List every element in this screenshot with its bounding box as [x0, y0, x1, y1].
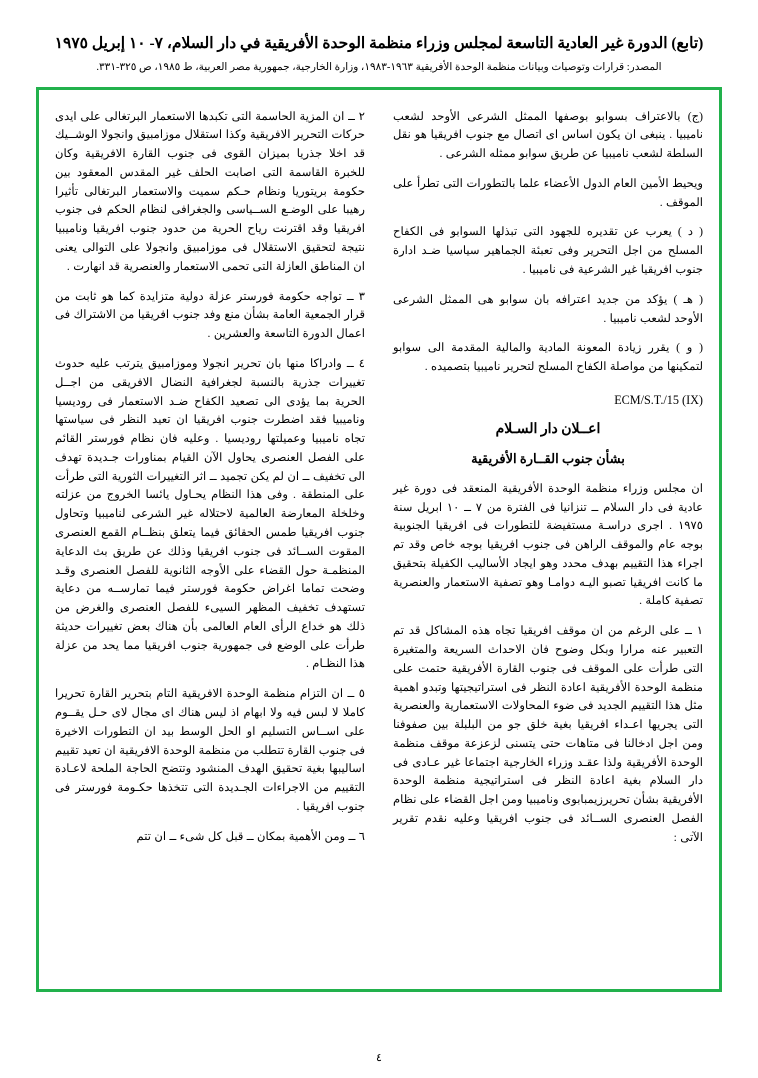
paragraph: ( و ) يقرر زيادة المعونة المادية والمالية المقدمة الى سوابو لتمكينها من مواصلة الكفاح المسلح لتحرير ناميبيا بتصميده .: [393, 341, 703, 374]
paragraph: ١ ــ على الرغم من ان موقف افريقيا تجاه هذه المشاكل قد تم التعبير عنه مرارا وبكل وضوح فان الاحداث السريعة والمتغيرة التى طرأت على الموقف فى جنوب القارة الأفريقية حتمت على منظمة الوحدة الأفريقية اعادة النظر فى استراتيجيتها وتبدو اهمية مثل هذا التقييم الجديد فى ضوء المحاولات الاستعمارية والعنصرية التى يجريها اعـداء افريقيا بغية خلق جو من البلبلة بين صفوفنا ومن اجل ادخالنا فى متاهات حتى يتسنى لزعزعة موقف منظمة الوحدة الأفريقية ولذا عقـد وزراء الخارجية اجتماعا غير عـادى فى دار السلام بغية اعادة النظر فى استراتيجية منظمة الوحدة الأفريقية بشأن تحريرزيمبابوى وناميبيا ومن اجل القضاء على نظام الفصل العنصرى الســائد فى جنوب افريقيا وعليه نقدم تقرير الآتى :: [393, 624, 703, 844]
paragraph: ٤ ــ وادراكا منها بان تحرير انجولا وموزامبيق يترتب عليه حدوث تغييرات جذرية بالنسبة لجغرافية النضال الافريقى من اجــل الحرية بما يؤدى الى تصعيد الكفاح ضـد الاستعمار فى روديسيا وناميبيا فقد اضطرت جنوب افريقيا ان تعيد النظر فى سياستها تجاه ناميبيا وعميلتها روديسيا . وعليه فان نظام فورستر القائم على الفصل العنصرى يحاول الآن القيام بمناورات جـديدة تهدف الى تخفيف ــ ان لم يكن تجميد ــ اثر التغييرات الثورية التى طرأت على المنطقة . وفى هذا النظام يحـاول يائسا الخروج من عزلته وخلخلة المعارضة العالمية لاحتلاله غير الشرعى لناميبيا وتحاول جنوب افريقيا طمس الحقائق فيما يتعلق بنظــام القمع العنصرى المقوت الســائد فى جنوب افريقيا وذلك عن طريق بث الدعاية المنظمـة حول القضاء على الأوجه الثانوية للفصل العنصرى وقـد وضحت تماما اغراض حكومة فورستر فيما تمارســه من دعاية تستهدف تخفيف المظهر السيىء للفصل العنصرى والغرض من ذلك هو خداع الرأى العام العالمى بأن هناك بعض تغييرات حديثة طرأت على الوضع فى جمهورية جنوب افريقيا مما يحد من عزلة هذا النظـام .: [55, 356, 365, 671]
paragraph: (ج) بالاعتراف بسوابو بوصفها الممثل الشرعى الأوحد لشعب ناميبيا . ينبغى ان يكون اساس اى اتصال مع جنوب افريقيا هو نقل السلطة لشعب ناميبيا عن طريق سوابو ممثله الشرعى .: [393, 109, 703, 161]
paragraph: ( د ) يعرب عن تقديره للجهود التى تبذلها السوابو فى الكفاح المسلح من اجل التحرير وفى تعبئة الجماهير سياسيا ضـد ادارة جنوب افريقيا غير الشرعية فى ناميبيا .: [393, 225, 703, 277]
section-title: اعــلان دار السـلام: [495, 421, 601, 437]
paragraph: ٥ ــ ان التزام منظمة الوحدة الافريقية التام بتحرير القارة تحريرا كاملا لا لبس فيه ولا ابهام اذ ليس هناك اى مجال لاى حـل يقــوم على اســاس التسليم او الحل الوسط بيد ان التطورات الاخيرة فى جنوب القارة تتطلب من منظمة الوحدة الافريقية ان تعيد تقييم اساليبها بغية تحقيق الهدف المنشود وتتضح الحاجة الملحة لاعـادة التقييم من الاجراءات الجـديدة التى تتخذها حكـومة فورستر فى جنوب افريقيا .: [55, 687, 365, 813]
column-right: [393, 108, 703, 979]
column-left: [55, 108, 365, 979]
section-code: ECM/S.T./15 (IX): [614, 392, 703, 407]
page-number: ٤: [376, 1052, 382, 1064]
paragraph: ويحيط الأمين العام الدول الأعضاء علما بالتطورات التى تطرأ على الموقف .: [393, 176, 703, 209]
paragraph: ٣ ــ تواجه حكومة فورستر عزلة دولية متزايدة كما هو ثابت من قرار الجمعية العامة بشأن منع وفد جنوب افريقيا من الاشتراك فى اعمال الدورة التاسعة والعشرين .: [55, 289, 365, 341]
page-title: (تابع) الدورة غير العادية التاسعة لمجلس وزراء منظمة الوحدة الأفريقية في دار السلام، ٧- ١٠ إبريل ١٩٧٥: [54, 35, 704, 52]
content-frame: [36, 87, 722, 992]
paragraph: ( هـ ) يؤكد من جديد اعترافه بان سوابو هى الممثل الشرعى الأوحد لشعب ناميبيا .: [393, 292, 703, 325]
paragraph: ان مجلس وزراء منظمة الوحدة الأفريقية المنعقد فى دورة غير عادية فى دار السلام ــ تنزانيا فى الفترة من ٧ ــ ١٠ ابريل سنة ١٩٧٥ . اجرى دراسـة مستفيضة للتطورات فى افريقيا الجنوبية بوجه عام والموقف الراهن فى جنوب افريقيا بوجه خاص وقد تم اجراء هذا التقييم بهدف محدد وهو ايجاد الأساليب الكفيلة بتحقيق ما كانت افريقيا تصبو اليـه دوامـا وهو تصفية الاستعمار والعنصرية تصفية كاملة .: [393, 481, 703, 608]
two-column-layout: [55, 108, 703, 979]
paragraph: ٦ ــ ومن الأهمية بمكان ــ قبل كل شىء ــ ان تتم: [136, 829, 365, 843]
paragraph: ٢ ــ ان المزية الحاسمة التى تكبدها الاستعمار البرتغالى على ايدى حركات التحرير الافريقية وكذا استقلال موزامبيق وانجولا الوشــيك قد اخلا جذريا بميزان القوى فى جنوب القارة الافريقية وكان للخبرة القاسمة التى اصابت الحلف غير المقدس المعقود بين حكومة بريتوريا ونظام حـكم سميت والاستعمار البرتغالى تأثيرا رهيبا على الوضـع الســياسى والجغرافى لنظام الحكم فى جنوب افريقيا وقد اقترنت رياح الحرية من حدود جنوب افريقيا وناميبيا نتيجة لتحقيق الاستقلال فى موزامبيق وانجولا على التوالى يعنى ان المناطق العازلة التى تحمى الاستعمار والعنصرية قد انهارت .: [55, 109, 365, 273]
document-source-note: المصدر: قرارات وتوصيات وبيانات منظمة الوحدة الأفريقية ١٩٦٣-١٩٨٣، وزارة الخارجية، جمهورية مصر العربية، ط ١٩٨٥، ص ٣٢٥-٣٣١.: [96, 61, 662, 73]
section-subtitle: بشأن جنوب القــارة الأفريقية: [471, 450, 625, 466]
